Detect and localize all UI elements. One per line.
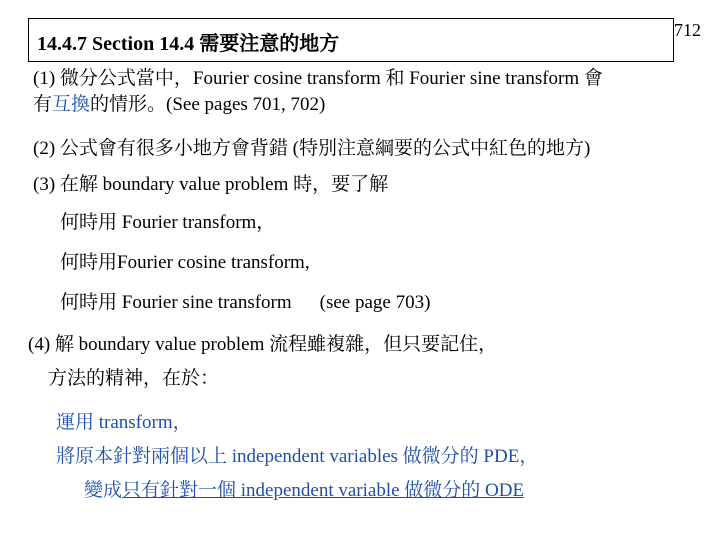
item3-sub2: 何時用Fourier cosine transform, xyxy=(60,252,310,273)
item3-sub3-a: 何時用 Fourier sine transform xyxy=(60,292,292,313)
item3-sub3-b: (see page 703) xyxy=(319,292,431,313)
item1-line2 xyxy=(33,92,325,118)
summary-line3-pre: 變成 xyxy=(84,480,123,501)
summary-line1: 運用 transform， xyxy=(56,412,192,433)
item1-highlight: 互換 xyxy=(52,94,91,115)
summary-line2: 將原本針對兩個以上 independent variables 做微分的 PDE， xyxy=(56,446,539,467)
item4-line1: (4) 解 boundary value problem 流程雖複雜，但只要記住， xyxy=(28,334,498,355)
item1-line2-pre: 有 xyxy=(33,94,53,115)
summary-line3-underlined: 只有針對一個 independent variable 做微分的 ODE xyxy=(122,480,525,501)
title-box xyxy=(28,18,674,62)
item4-line2: 方法的精神，在於： xyxy=(48,368,220,389)
item3-sub3 xyxy=(60,290,430,316)
item3-line1: (3) 在解 boundary value problem 時，要了解 xyxy=(33,174,389,195)
section-title: 14.4.7 Section 14.4 需要注意的地方 xyxy=(37,33,340,55)
item1-line2-post: 的情形。(See pages 701, 702) xyxy=(90,94,326,115)
item1-line1: (1) 微分公式當中，Fourier cosine transform 和 Fourier sine transform 會 xyxy=(33,68,603,89)
item3-sub1: 何時用 Fourier transform， xyxy=(60,212,276,233)
item2-line: (2) 公式會有很多小地方會背錯 (特別注意綱要的公式中紅色的地方) xyxy=(33,138,591,159)
page-number: 712 xyxy=(674,20,701,40)
summary-line3 xyxy=(84,478,524,504)
